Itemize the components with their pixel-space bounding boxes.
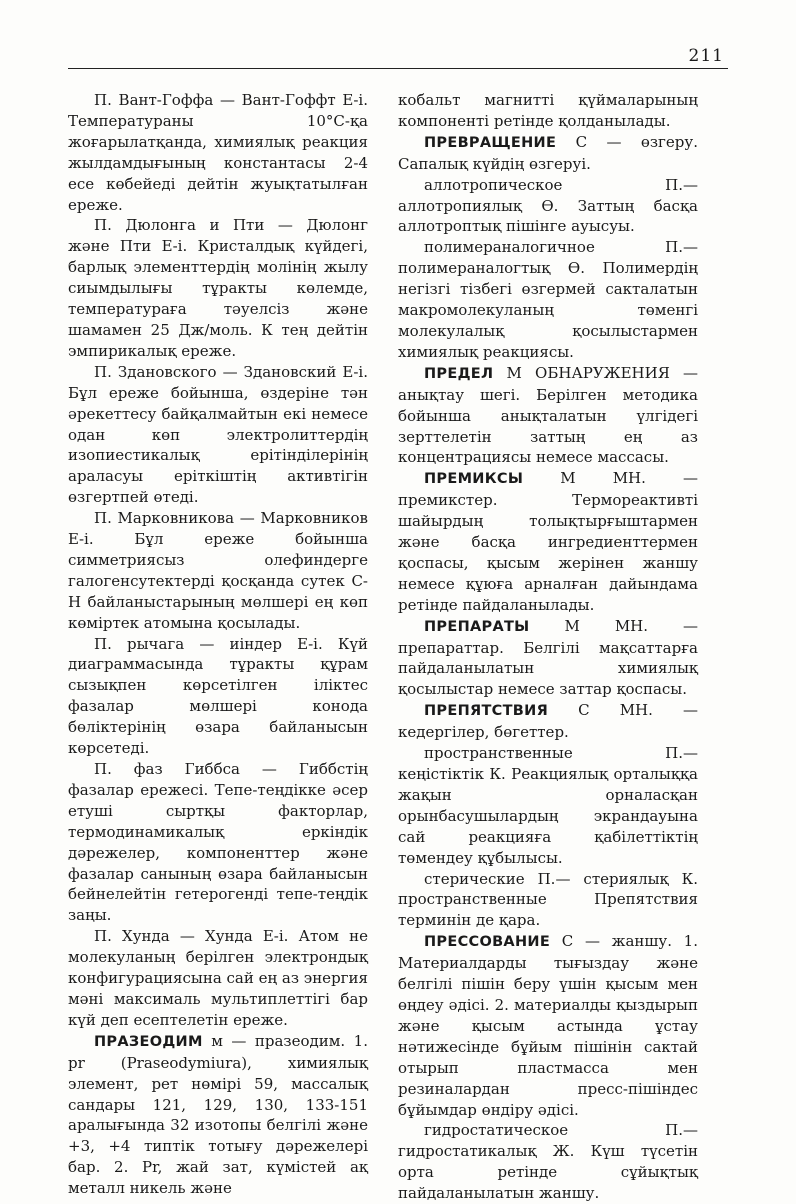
dictionary-entry xyxy=(398,743,698,868)
entry-text: стерические П.— стериялық К. пространственные Препятствия терминін де қара. xyxy=(398,869,698,930)
entry-text: пространственные П.— кеңістіктік К. Реакциялық орталыққа жақын орналасқан орынбасушылардың экрандауына сай реакцияға қабілеттіктің төмендеу құбылысы. xyxy=(398,744,698,867)
entry-text: М МН. — препараттар. Белгілі мақсаттарға пайдаланылатын химиялық қосылыстар немесе заттар қоспасы. xyxy=(398,616,698,699)
dictionary-entry xyxy=(398,132,698,175)
entry-text: аллотропическое П.— аллотропиялық Ө. Заттың басқа аллотроптық пішінге ауысуы. xyxy=(398,175,698,236)
entry-headword: ПРЕМИКСЫ xyxy=(424,471,524,488)
entry-text: П. Хунда — Хунда Е-і. Атом не молекуланың берілген электрондық конфигурациясына сай ең аз энергия мәні максималь мультиплеттігі бар күй деп есептелетін ереже. xyxy=(68,927,368,1029)
entry-text: С МН. — кедергілер, бөгеттер. xyxy=(398,701,698,742)
entry-text: м — празеодим. 1. pr (Praseodymiura), химиялық элемент, рет нөмірі 59, массалық сандары 121, 129, 130, 133-151 аралығында 32 изотопы белгілі және +3, +4 типтік тотығу дәрежелері бар. 2. Pr, жай зат, күмістей ақ металл никель және xyxy=(68,1031,368,1198)
dictionary-entry xyxy=(68,759,368,926)
entry-text: П. рычага — иіндер Е-і. Күй диаграммасында тұракты құрам сызықпен көрсетілген іліктес фазалар мөлшері конода бөліктерінің өзара байланысын көрсетеді. xyxy=(68,634,368,758)
entry-text: М МН. — премикстер. Термореактивті шайырдың толықтырғыштармен және басқа ингредиенттермен қоспасы, қысым жерінен жаншу немесе құюға арналған дайындама ретінде пайдаланылады. xyxy=(398,469,698,614)
dictionary-entry xyxy=(68,1031,368,1199)
left-column xyxy=(68,90,368,1199)
entry-text: П. Вант-Гоффа — Вант-Гоффт Е-і. Температураны 10°С-қа жоғарылатқанда, химиялық реакция жылдамдығының константасы 2-4 есе көбейеді дейтін жуықтатылған ереже. xyxy=(68,91,368,214)
dictionary-entry xyxy=(398,1120,698,1204)
dictionary-entry xyxy=(398,869,698,932)
dictionary-entry xyxy=(68,634,368,759)
dictionary-entry xyxy=(68,90,368,215)
dictionary-entry xyxy=(398,468,698,615)
dictionary-entry xyxy=(68,926,368,1031)
dictionary-entry xyxy=(398,175,698,238)
entry-text: кобальт магнитті қүймаларының компоненті ретінде қолданылады. xyxy=(398,91,698,130)
header-rule xyxy=(68,68,728,69)
entry-text: М ОБНАРУЖЕНИЯ — анықтау шегі. Берілген методика бойынша анықталатын үлгідегі зерттелетін заттың ең аз концентрациясы немесе массасы. xyxy=(398,363,698,467)
entry-text: С — жаншу. 1. Материалдарды тығыздау және белгілі пішін беру үшін қысым мен өңдеу әдісі. 2. материалды қыздырып және қысым астында ұстау нәтижесінде бұйым пішінін сактай отырып пластмасса мен резиналардан пресс-пішіндес бұйымдар өндіру әдісі. xyxy=(398,932,698,1119)
right-column xyxy=(398,90,698,1204)
dictionary-entry xyxy=(68,215,368,361)
entry-text: полимераналогичное П.— полимераналогтық Ө. Полимердің негізгі тізбегі өзгермей сакталатын макромолекуланың төменгі молекулалық қосылыстармен химиялық реакциясы. xyxy=(398,238,698,361)
entry-text: С — өзгеру. Сапалық күйдің өзгеруі. xyxy=(398,132,698,173)
entry-text: П. Дюлонга и Пти — Дюлонг және Пти Е-і. Кристалдық күйдегі, барлық элементтердің молінің жылу сиымдылығы тұракты көлемде, температураға тәуелсіз және шамамен 25 Дж/моль. К тең дейтін эмпирикалық ереже. xyxy=(68,216,368,360)
dictionary-entry xyxy=(398,616,698,701)
entry-headword: ПРЕССОВАНИЕ xyxy=(424,934,551,951)
dictionary-entry xyxy=(398,90,698,132)
entry-headword: ПРЕДЕЛ xyxy=(424,365,494,382)
entry-headword: ПРЕПАРАТЫ xyxy=(424,618,530,635)
dictionary-entry xyxy=(398,931,698,1120)
dictionary-entry xyxy=(398,700,698,743)
dictionary-entry xyxy=(398,363,698,469)
dictionary-entry xyxy=(68,362,368,508)
page-number: 211 xyxy=(688,46,724,66)
entry-text: П. фаз Гиббса — Гиббстің фазалар ережесі. Тепе-теңдікке әсер етуші сыртқы факторлар, термодинамикалық еркіндік дәрежелер, компоненттер және фазалар санының өзара байланысын бейнелейтін гетерогенді тепе-теңдік заңы. xyxy=(68,760,368,925)
entry-text: П. Здановского — Здановский Е-і. Бұл ереже бойынша, өздеріне тән әрекеттесу байқалмайтын екі немесе одан көп электролиттердің изопиестикалық ерітінділерінің араласуы еріткіштің активтігін өзгертпей өтеді. xyxy=(68,362,368,507)
entry-headword: ПРЕПЯТСТВИЯ xyxy=(424,703,549,720)
entry-text: гидростатическое П.— гидростатикалық Ж. Күш түсетін орта ретінде сұйықтық пайдаланылатын жаншу. xyxy=(398,1121,698,1203)
dictionary-entry xyxy=(68,508,368,633)
entry-headword: ПРЕВРАЩЕНИЕ xyxy=(424,134,557,151)
entry-headword: ПРАЗЕОДИМ xyxy=(94,1033,203,1050)
dictionary-entry xyxy=(398,237,698,362)
entry-text: П. Марковникова — Марковников Е-і. Бұл ереже бойынша симметриясыз олефиндерге галогенсутектерді қосқанда сутек С-Н байланыстарының мөлшері ең көп көміртек атомына қосылады. xyxy=(68,509,368,632)
